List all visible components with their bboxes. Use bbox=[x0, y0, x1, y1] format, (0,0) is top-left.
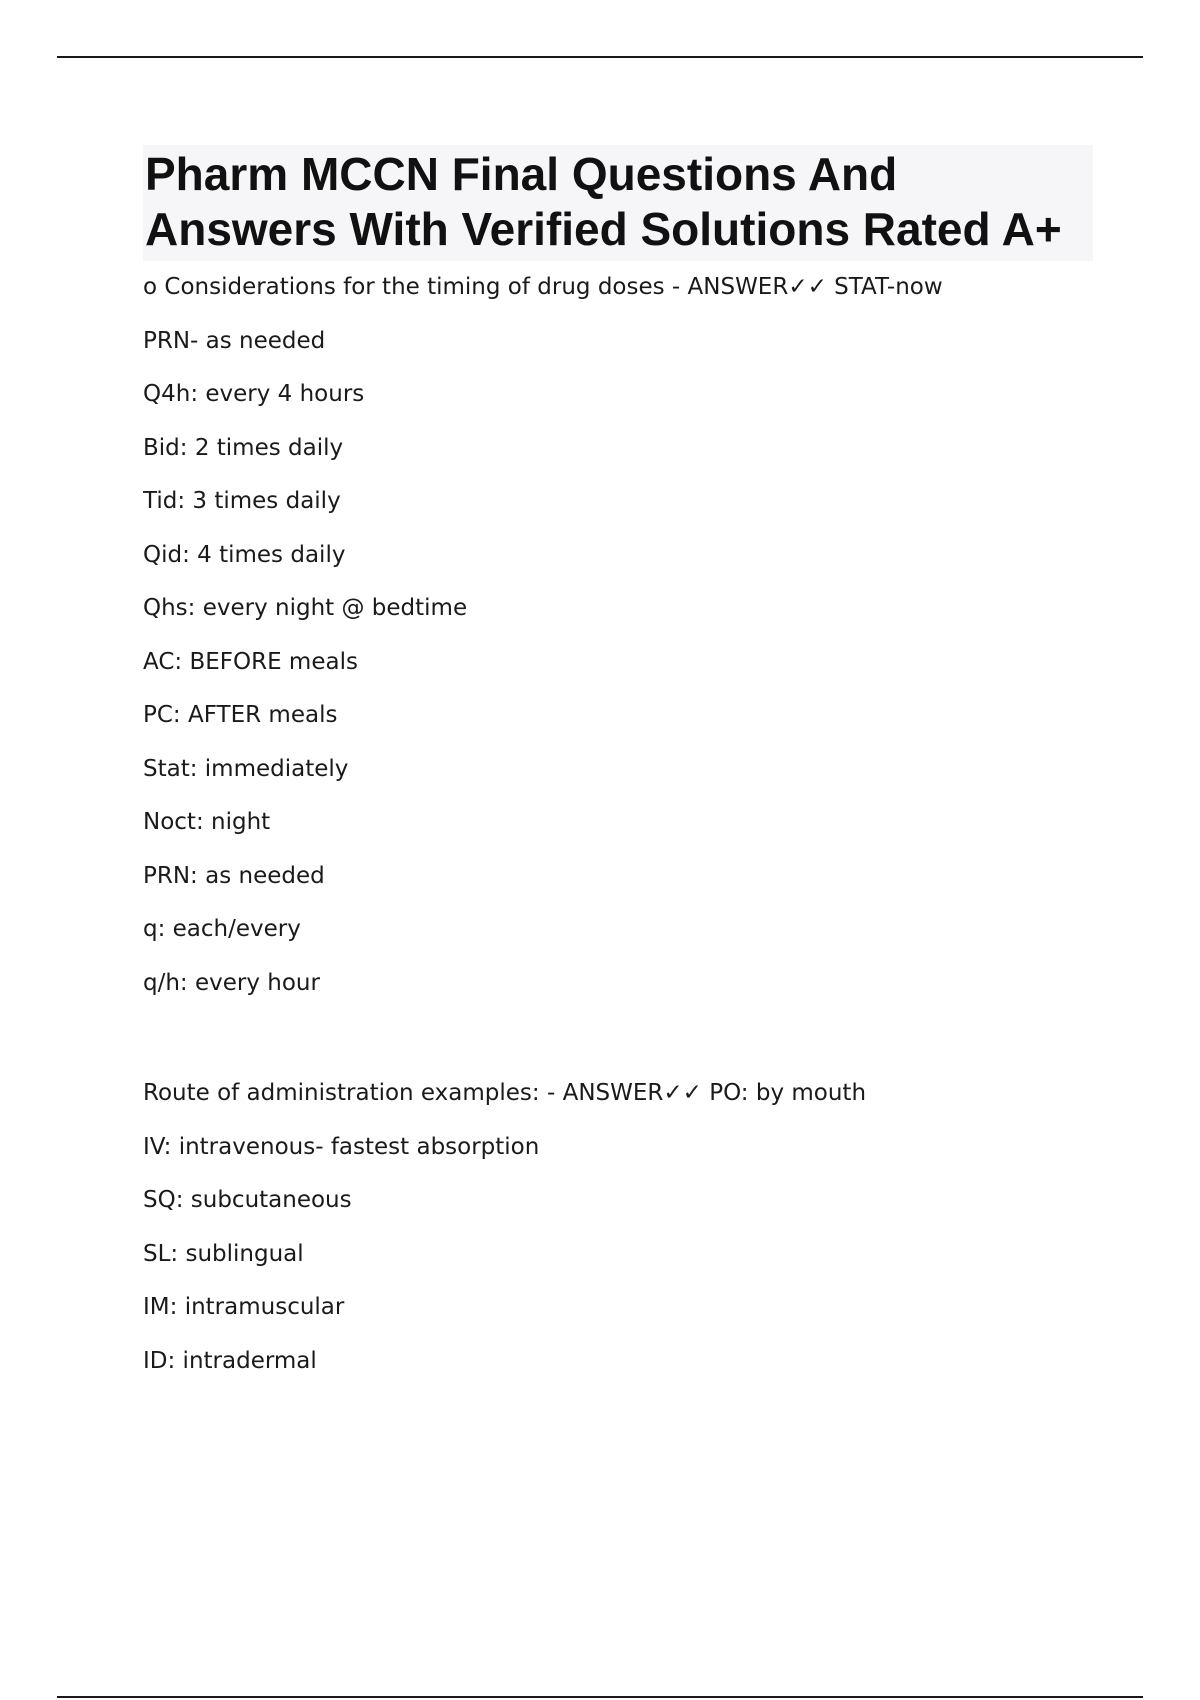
bottom-divider bbox=[57, 1696, 1143, 1698]
answer-line: IM: intramuscular bbox=[143, 1294, 345, 1320]
answer-line: PRN- as needed bbox=[143, 327, 326, 354]
answer-line: Qhs: every night @ bedtime bbox=[143, 595, 468, 621]
answer-line: ID: intradermal bbox=[143, 1347, 317, 1374]
answer-line: Qid: 4 times daily bbox=[143, 541, 346, 568]
answer-line: Q4h: every 4 hours bbox=[143, 381, 365, 407]
answer-line: Noct: night bbox=[143, 809, 271, 835]
top-divider bbox=[57, 56, 1143, 58]
answer-line: PRN: as needed bbox=[143, 862, 325, 889]
title-block bbox=[143, 145, 1093, 261]
timing-section bbox=[143, 261, 1093, 1010]
answer-line: SQ: subcutaneous bbox=[143, 1187, 352, 1213]
answer-line: AC: BEFORE meals bbox=[143, 648, 358, 675]
answer-line: Bid: 2 times daily bbox=[143, 434, 344, 461]
answer-line: q: each/every bbox=[143, 916, 301, 942]
answer-line: SL: sublingual bbox=[143, 1240, 304, 1267]
document-title: Pharm MCCN Final Questions And Answers With Verified Solutions Rated A+ bbox=[145, 148, 1062, 255]
answer-line: Stat: immediately bbox=[143, 755, 349, 782]
route-section bbox=[143, 1067, 1093, 1388]
question-line: Route of administration examples: - ANSWER✓✓ PO: by mouth bbox=[143, 1080, 867, 1106]
question-line: o Considerations for the timing of drug doses - ANSWER✓✓ STAT-now bbox=[143, 274, 943, 300]
document-body bbox=[143, 145, 1093, 1388]
answer-line: q/h: every hour bbox=[143, 969, 320, 996]
answer-line: IV: intravenous- fastest absorption bbox=[143, 1133, 540, 1160]
answer-line: PC: AFTER meals bbox=[143, 702, 338, 728]
answer-line: Tid: 3 times daily bbox=[143, 488, 341, 514]
